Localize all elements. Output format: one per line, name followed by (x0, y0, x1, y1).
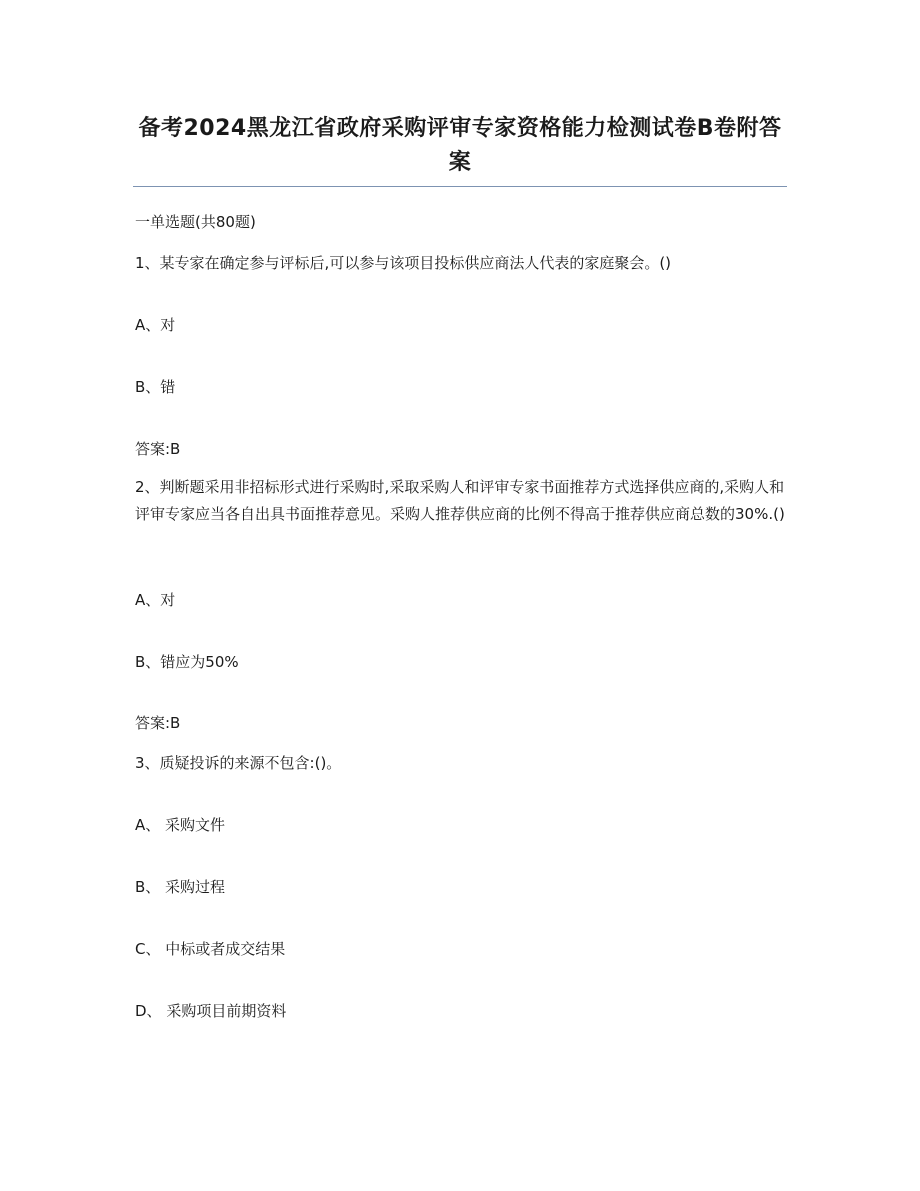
question-3-option-c: C、 中标或者成交结果 (135, 940, 286, 958)
section-heading: 一单选题(共80题) (135, 213, 256, 231)
question-1-text: 1、某专家在确定参与评标后,可以参与该项目投标供应商法人代表的家庭聚会。() (135, 254, 672, 272)
question-2-option-b: B、错应为50% (135, 653, 239, 671)
question-1-answer: 答案:B (135, 440, 181, 458)
question-3-option-b: B、 采购过程 (135, 878, 226, 896)
question-2-answer: 答案:B (135, 714, 181, 732)
question-3-option-a: A、 采购文件 (135, 816, 226, 834)
question-1-option-a: A、对 (135, 316, 176, 334)
question-2-option-a: A、对 (135, 591, 176, 609)
title-divider (133, 186, 787, 187)
question-2-text: 2、判断题采用非招标形式进行采购时,采取采购人和评审专家书面推荐方式选择供应商的,采购人和评审专家应当各自出具书面推荐意见。采购人推荐供应商的比例不得高于推荐供应商总数的30%.() (135, 478, 785, 523)
document-title: 备考2024黑龙江省政府采购评审专家资格能力检测试卷B卷附答案 (138, 116, 782, 175)
question-3-text: 3、质疑投诉的来源不包含:()。 (135, 754, 342, 772)
question-1-option-b: B、错 (135, 378, 176, 396)
question-3-option-d: D、 采购项目前期资料 (135, 1002, 287, 1020)
